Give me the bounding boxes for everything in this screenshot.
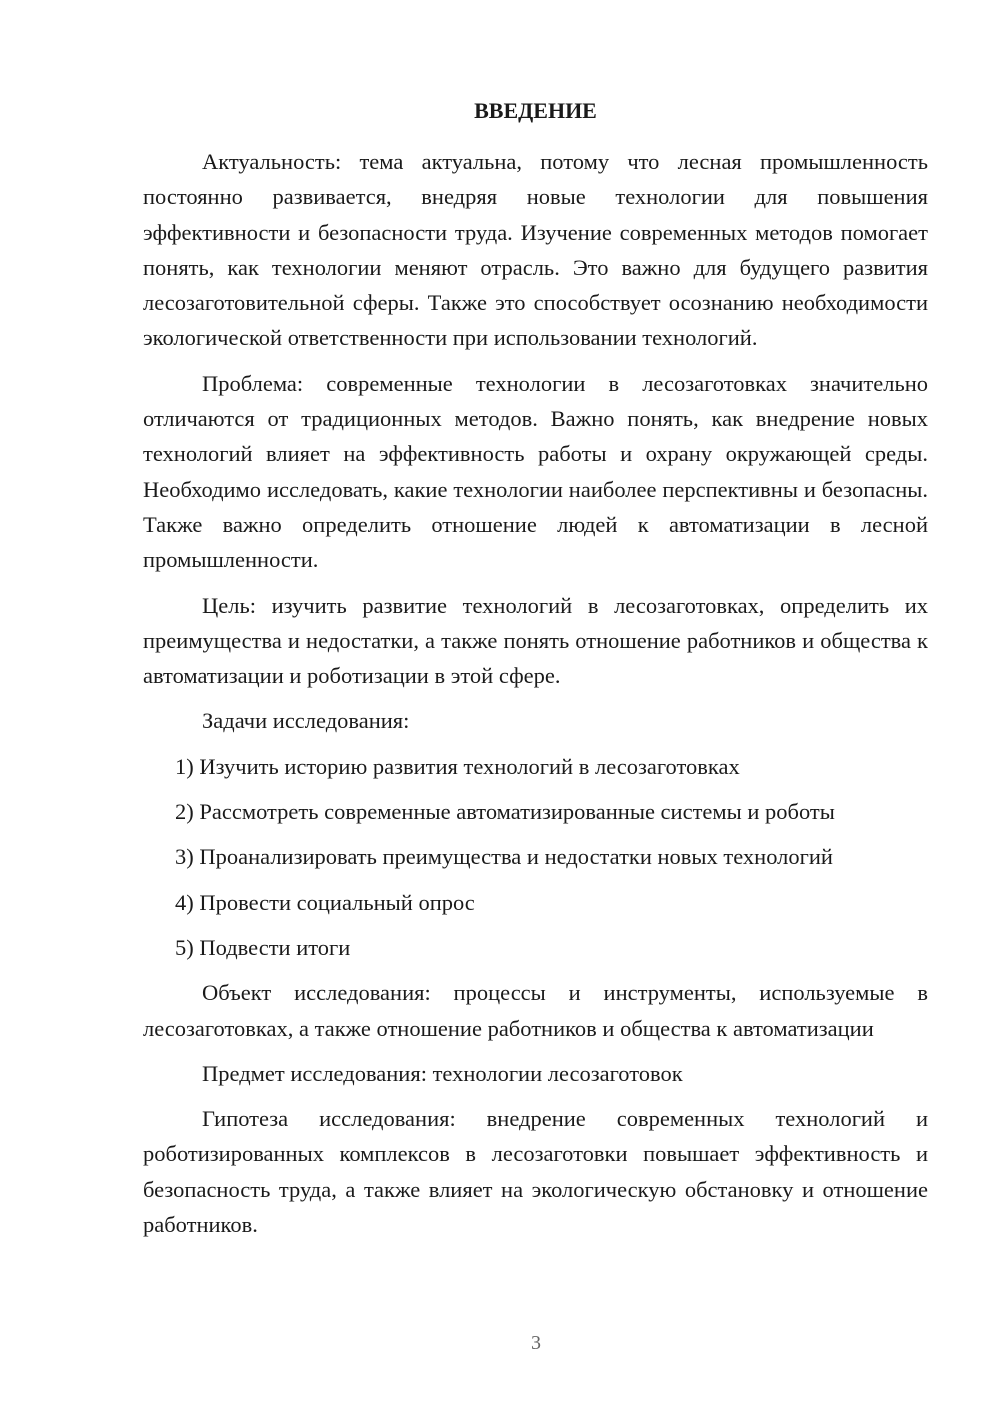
task-item-3: 3) Проанализировать преимущества и недостатки новых технологий — [175, 844, 833, 870]
task-item-4: 4) Провести социальный опрос — [175, 889, 475, 915]
goal-paragraph: Цель: изучить развитие технологий в лесозаготовках, определить их преимущества и недостатки, а также понять отношение работников и общества к автоматизации и роботизации в этой сфере. — [143, 592, 928, 689]
page-number: 3 — [531, 1332, 541, 1354]
page-content — [143, 94, 928, 1252]
task-item-2: 2) Рассмотреть современные автоматизированные системы и роботы — [175, 799, 835, 825]
task-item-1: 1) Изучить историю развития технологий в лесозаготовках — [175, 753, 740, 779]
object-paragraph: Объект исследования: процессы и инструменты, используемые в лесозаготовках, а также отношение работников и общества к автоматизации — [143, 980, 928, 1041]
section-title: ВВЕДЕНИЕ — [474, 98, 597, 123]
subject-paragraph: Предмет исследования: технологии лесозаготовок — [202, 1060, 683, 1086]
tasks-label: Задачи исследования: — [202, 708, 410, 734]
relevance-paragraph: Актуальность: тема актуальна, потому что лесная промышленность постоянно развивается, внедряя новые технологии для повышения эффективности и безопасности труда. Изучение современных методов помогает понять, как технологии меняют отрасль. Это важно для будущего развития лесозаготовительной сферы. Также это способствует осознанию необходимости экологической ответственности при использовании технологий. — [143, 149, 928, 351]
problem-paragraph: Проблема: современные технологии в лесозаготовках значительно отличаются от традиционных методов. Важно понять, как внедрение новых технологий влияет на эффективность работы и охрану окружающей среды. Необходимо исследовать, какие технологии наиболее перспективны и безопасны. Также важно определить отношение людей к автоматизации в лесной промышленности. — [143, 370, 928, 573]
tasks-list — [143, 749, 928, 965]
task-item-5: 5) Подвести итоги — [175, 934, 351, 960]
hypothesis-paragraph: Гипотеза исследования: внедрение современных технологий и роботизированных комплексов в лесозаготовки повышает эффективность и безопасность труда, а также влияет на экологическую обстановку и отношение работников. — [143, 1106, 928, 1238]
